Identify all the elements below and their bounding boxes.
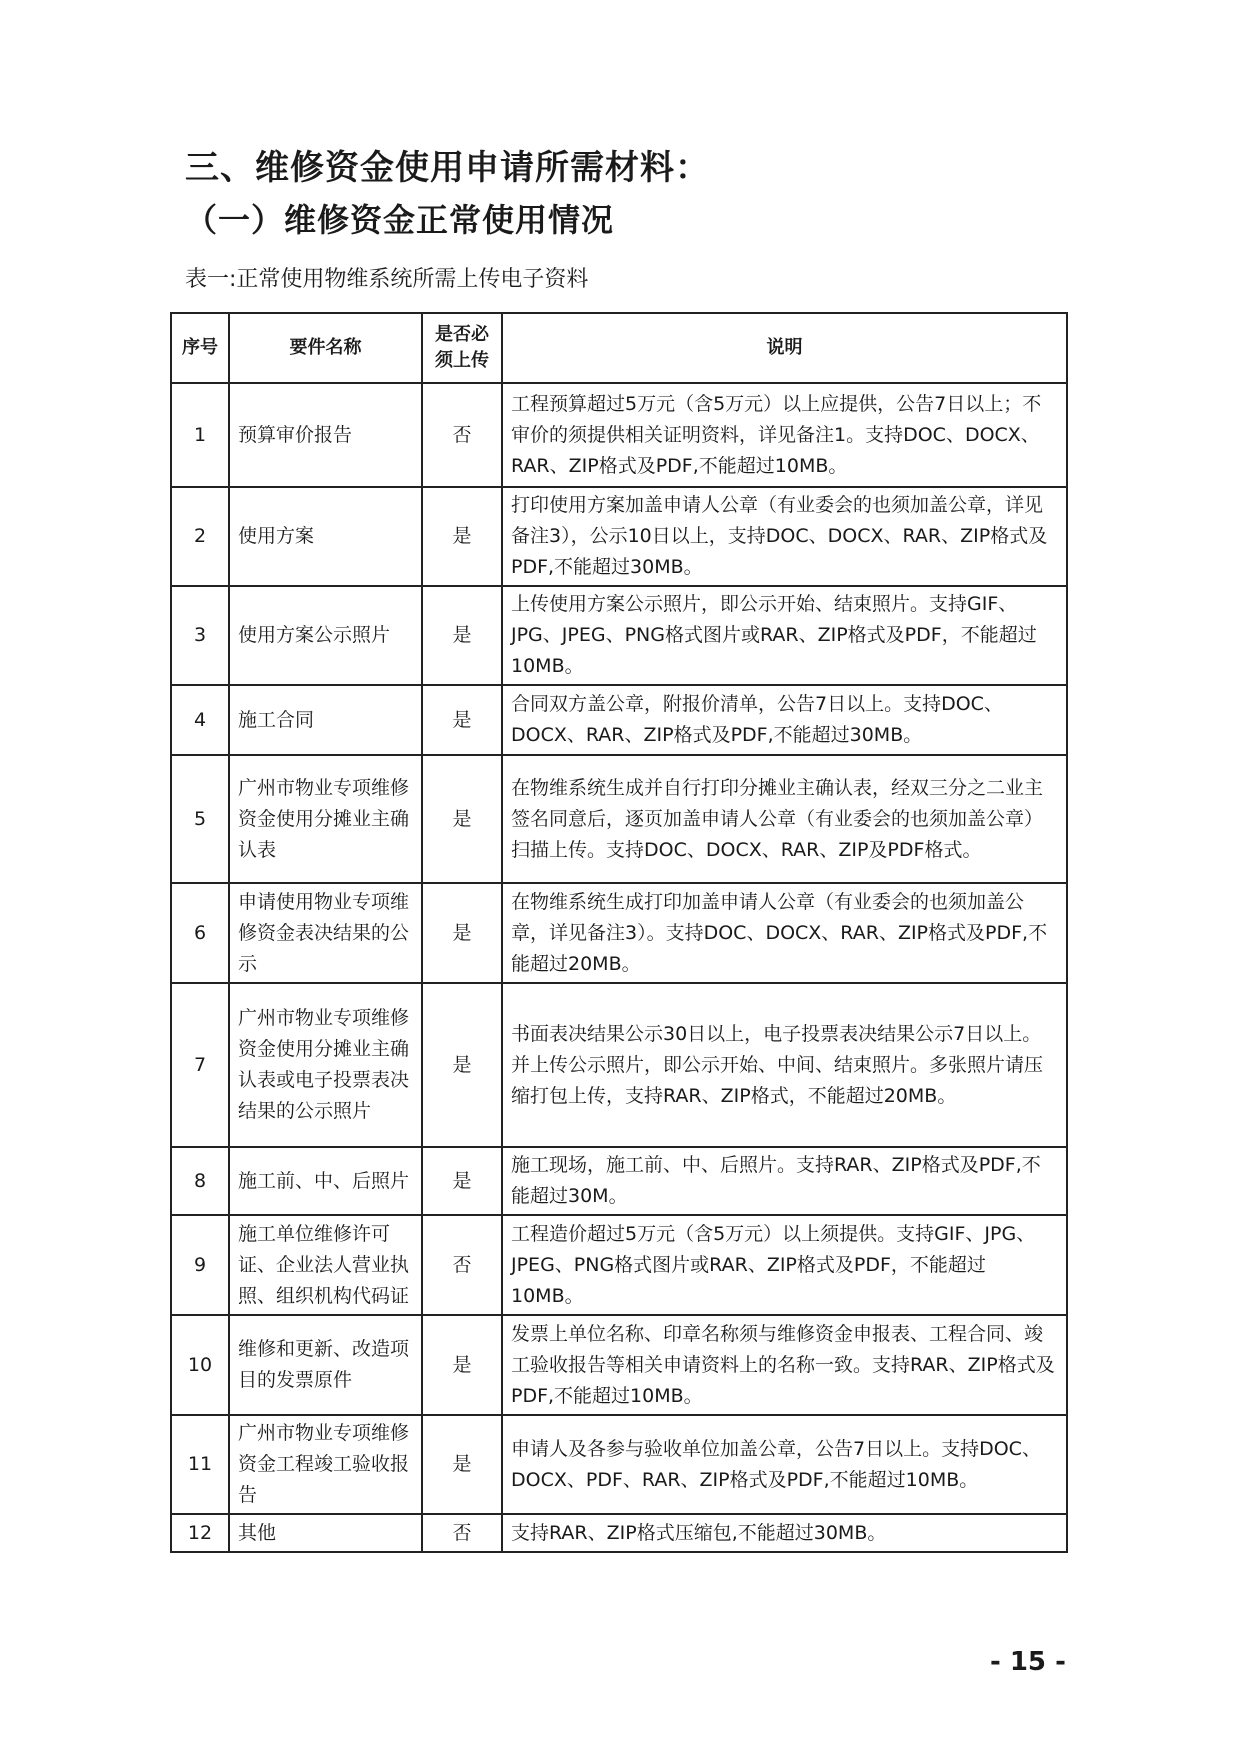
row-desc: 在物维系统生成打印加盖申请人公章（有业委会的也须加盖公章，详见备注3）。支持DOC、DOCX、RAR、ZIP格式及PDF,不能超过20MB。 bbox=[502, 883, 1067, 983]
row-required: 否 bbox=[422, 1514, 502, 1552]
row-desc: 工程造价超过5万元（含5万元）以上须提供。支持GIF、JPG、JPEG、PNG格式图片或RAR、ZIP格式及PDF，不能超过10MB。 bbox=[502, 1215, 1067, 1315]
row-required: 是 bbox=[422, 487, 502, 586]
row-required: 是 bbox=[422, 755, 502, 883]
row-name: 使用方案公示照片 bbox=[229, 586, 422, 685]
table-caption: 表一:正常使用物维系统所需上传电子资料 bbox=[185, 267, 589, 292]
row-name: 使用方案 bbox=[229, 487, 422, 586]
row-desc: 在物维系统生成并自行打印分摊业主确认表，经双三分之二业主签名同意后，逐页加盖申请人公章（有业委会的也须加盖公章）扫描上传。支持DOC、DOCX、RAR、ZIP及PDF格式。 bbox=[502, 755, 1067, 883]
table-row bbox=[171, 1215, 1067, 1315]
row-num: 12 bbox=[171, 1514, 229, 1552]
header-desc: 说明 bbox=[502, 313, 1067, 383]
page-number: - 15 - bbox=[990, 1647, 1066, 1677]
table-row bbox=[171, 685, 1067, 755]
row-desc: 施工现场，施工前、中、后照片。支持RAR、ZIP格式及PDF,不能超过30M。 bbox=[502, 1147, 1067, 1215]
row-desc: 支持RAR、ZIP格式压缩包,不能超过30MB。 bbox=[502, 1514, 1067, 1552]
row-desc: 申请人及各参与验收单位加盖公章，公告7日以上。支持DOC、DOCX、PDF、RAR、ZIP格式及PDF,不能超过10MB。 bbox=[502, 1415, 1067, 1514]
row-num: 10 bbox=[171, 1315, 229, 1415]
row-desc: 发票上单位名称、印章名称须与维修资金申报表、工程合同、竣工验收报告等相关申请资料上的名称一致。支持RAR、ZIP格式及PDF,不能超过10MB。 bbox=[502, 1315, 1067, 1415]
row-num: 6 bbox=[171, 883, 229, 983]
row-desc: 上传使用方案公示照片，即公示开始、结束照片。支持GIF、JPG、JPEG、PNG格式图片或RAR、ZIP格式及PDF，不能超过10MB。 bbox=[502, 586, 1067, 685]
table-row bbox=[171, 487, 1067, 586]
row-required: 否 bbox=[422, 1215, 502, 1315]
row-name: 广州市物业专项维修资金使用分摊业主确认表 bbox=[229, 755, 422, 883]
row-required: 是 bbox=[422, 586, 502, 685]
table-row bbox=[171, 1315, 1067, 1415]
row-name: 申请使用物业专项维修资金表决结果的公示 bbox=[229, 883, 422, 983]
requirements-table bbox=[170, 312, 1068, 1553]
table-header-row bbox=[171, 313, 1067, 383]
row-name: 施工前、中、后照片 bbox=[229, 1147, 422, 1215]
row-num: 3 bbox=[171, 586, 229, 685]
row-desc: 打印使用方案加盖申请人公章（有业委会的也须加盖公章，详见备注3），公示10日以上，支持DOC、DOCX、RAR、ZIP格式及PDF,不能超过30MB。 bbox=[502, 487, 1067, 586]
row-desc: 合同双方盖公章，附报价清单，公告7日以上。支持DOC、DOCX、RAR、ZIP格式及PDF,不能超过30MB。 bbox=[502, 685, 1067, 755]
row-name: 其他 bbox=[229, 1514, 422, 1552]
row-name: 施工合同 bbox=[229, 685, 422, 755]
row-num: 1 bbox=[171, 383, 229, 487]
row-name: 广州市物业专项维修资金使用分摊业主确认表或电子投票表决结果的公示照片 bbox=[229, 983, 422, 1147]
row-num: 8 bbox=[171, 1147, 229, 1215]
row-name: 维修和更新、改造项目的发票原件 bbox=[229, 1315, 422, 1415]
section-heading: 三、维修资金使用申请所需材料： bbox=[185, 148, 710, 188]
row-required: 否 bbox=[422, 383, 502, 487]
table-row bbox=[171, 1147, 1067, 1215]
row-desc: 书面表决结果公示30日以上，电子投票表决结果公示7日以上。并上传公示照片，即公示开始、中间、结束照片。多张照片请压缩打包上传，支持RAR、ZIP格式，不能超过20MB。 bbox=[502, 983, 1067, 1147]
row-required: 是 bbox=[422, 883, 502, 983]
row-num: 2 bbox=[171, 487, 229, 586]
row-required: 是 bbox=[422, 685, 502, 755]
table-row bbox=[171, 1415, 1067, 1514]
table-row bbox=[171, 883, 1067, 983]
row-num: 11 bbox=[171, 1415, 229, 1514]
row-required: 是 bbox=[422, 1147, 502, 1215]
table-row bbox=[171, 586, 1067, 685]
row-num: 4 bbox=[171, 685, 229, 755]
subsection-heading: （一）维修资金正常使用情况 bbox=[185, 201, 615, 239]
row-required: 是 bbox=[422, 1315, 502, 1415]
row-name: 施工单位维修许可证、企业法人营业执照、组织机构代码证 bbox=[229, 1215, 422, 1315]
row-name: 预算审价报告 bbox=[229, 383, 422, 487]
header-name: 要件名称 bbox=[229, 313, 422, 383]
table-row bbox=[171, 983, 1067, 1147]
row-num: 5 bbox=[171, 755, 229, 883]
row-desc: 工程预算超过5万元（含5万元）以上应提供，公告7日以上；不审价的须提供相关证明资料，详见备注1。支持DOC、DOCX、RAR、ZIP格式及PDF,不能超过10MB。 bbox=[502, 383, 1067, 487]
table-row bbox=[171, 383, 1067, 487]
row-num: 7 bbox=[171, 983, 229, 1147]
header-required: 是否必须上传 bbox=[422, 313, 502, 383]
row-required: 是 bbox=[422, 983, 502, 1147]
table-row bbox=[171, 755, 1067, 883]
row-required: 是 bbox=[422, 1415, 502, 1514]
table-row bbox=[171, 1514, 1067, 1552]
row-num: 9 bbox=[171, 1215, 229, 1315]
row-name: 广州市物业专项维修资金工程竣工验收报告 bbox=[229, 1415, 422, 1514]
header-num: 序号 bbox=[171, 313, 229, 383]
